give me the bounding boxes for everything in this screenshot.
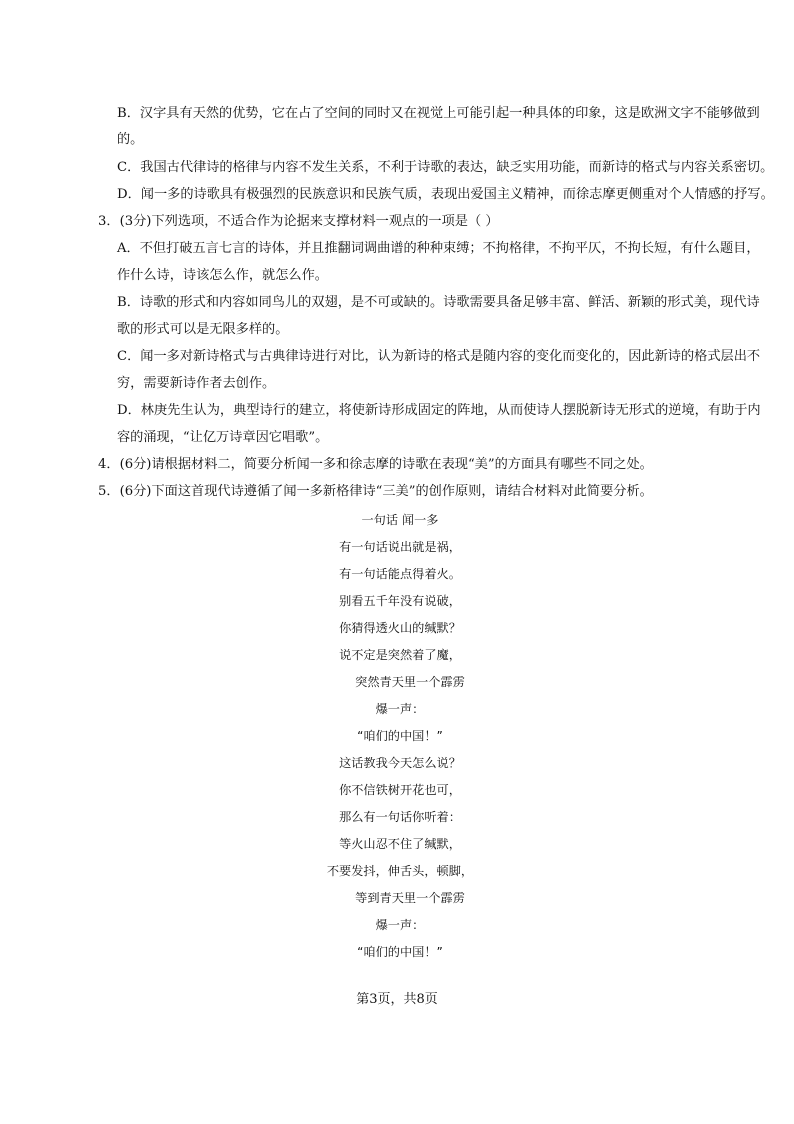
q3-option-c-line2: 穷，需要新诗作者去创作。 bbox=[117, 376, 276, 391]
poem-line: 爆一声： bbox=[375, 702, 425, 716]
q3-option-d-line2: 容的涌现，“让亿万诗章因它唱歌”。 bbox=[117, 430, 329, 445]
poem-line: 突然青天里一个霹雳 bbox=[355, 675, 465, 689]
poem-line: 不要发抖，伸舌头，顿脚， bbox=[326, 864, 474, 878]
q3-option-a-line1: A．不但打破五言七言的诗体，并且推翻词调曲谱的种种束缚；不拘格律，不拘平仄，不拘长短，有什么题目， bbox=[117, 241, 760, 256]
poem-line: 有一句话说出就是祸， bbox=[339, 540, 461, 554]
poem-title: 一句话 闻一多 bbox=[361, 513, 439, 527]
poem-line: 爆一声： bbox=[375, 918, 425, 932]
q3-option-d-line1: D．林庚先生认为，典型诗行的建立，将使新诗形成固定的阵地，从而使诗人摆脱新诗无形式的逆境，有助于内 bbox=[117, 403, 761, 418]
q3-option-b-line1: B．诗歌的形式和内容如同鸟儿的双翅，是不可或缺的。诗歌需要具备足够丰富、鲜活、新颖的形式美，现代诗 bbox=[117, 295, 760, 310]
poem-line: 等火山忍不住了缄默， bbox=[339, 837, 461, 851]
poem-line: “咱们的中国！” bbox=[357, 945, 443, 959]
poem-line: 那么有一句话你听着： bbox=[339, 810, 461, 824]
poem-line: “咱们的中国！” bbox=[357, 729, 443, 743]
q4-stem: 4．(6分)请根据材料二，简要分析闻一多和徐志摩的诗歌在表现“美”的方面具有哪些不同之处。 bbox=[98, 457, 653, 472]
poem-line: 有一句话能点得着火。 bbox=[339, 567, 461, 581]
poem-line: 这话教我今天怎么说？ bbox=[339, 756, 461, 770]
q2-option-d: D．闻一多的诗歌具有极强烈的民族意识和民族气质，表现出爱国主义精神，而徐志摩更侧重对个人情感的抒写。 bbox=[117, 187, 774, 202]
poem-line: 别看五千年没有说破， bbox=[339, 594, 461, 608]
q3-option-c-line1: C．闻一多对新诗格式与古典律诗进行对比，认为新诗的格式是随内容的变化而变化的，因此新诗的格式层出不 bbox=[117, 349, 761, 364]
poem-line: 说不定是突然着了魔， bbox=[339, 648, 461, 662]
q5-stem: 5．(6分)下面这首现代诗遵循了闻一多新格律诗“三美”的创作原则，请结合材料对此简要分析。 bbox=[98, 484, 653, 499]
page-number: 第3页，共8页 bbox=[356, 992, 438, 1007]
poem-line: 等到青天里一个霹雳 bbox=[355, 891, 465, 905]
q3-option-a-line2: 作什么诗，诗该怎么作，就怎么作。 bbox=[117, 268, 328, 283]
q3-stem: 3．(3分)下列选项，不适合作为论据来支撑材料一观点的一项是（ ） bbox=[98, 214, 499, 229]
q3-option-b-line2: 歌的形式可以是无限多样的。 bbox=[117, 322, 289, 337]
q2-option-c: C．我国古代律诗的格律与内容不发生关系，不利于诗歌的表达，缺乏实用功能，而新诗的格式与内容关系密切。 bbox=[117, 160, 774, 175]
q2-option-b-line2: 的。 bbox=[117, 132, 144, 147]
poem-line: 你猜得透火山的缄默？ bbox=[339, 621, 461, 635]
q2-option-b-line1: B．汉字具有天然的优势，它在占了空间的同时又在视觉上可能引起一种具体的印象，这是欧洲文字不能够做到 bbox=[117, 106, 760, 121]
poem-line: 你不信铁树开花也可， bbox=[339, 783, 461, 797]
